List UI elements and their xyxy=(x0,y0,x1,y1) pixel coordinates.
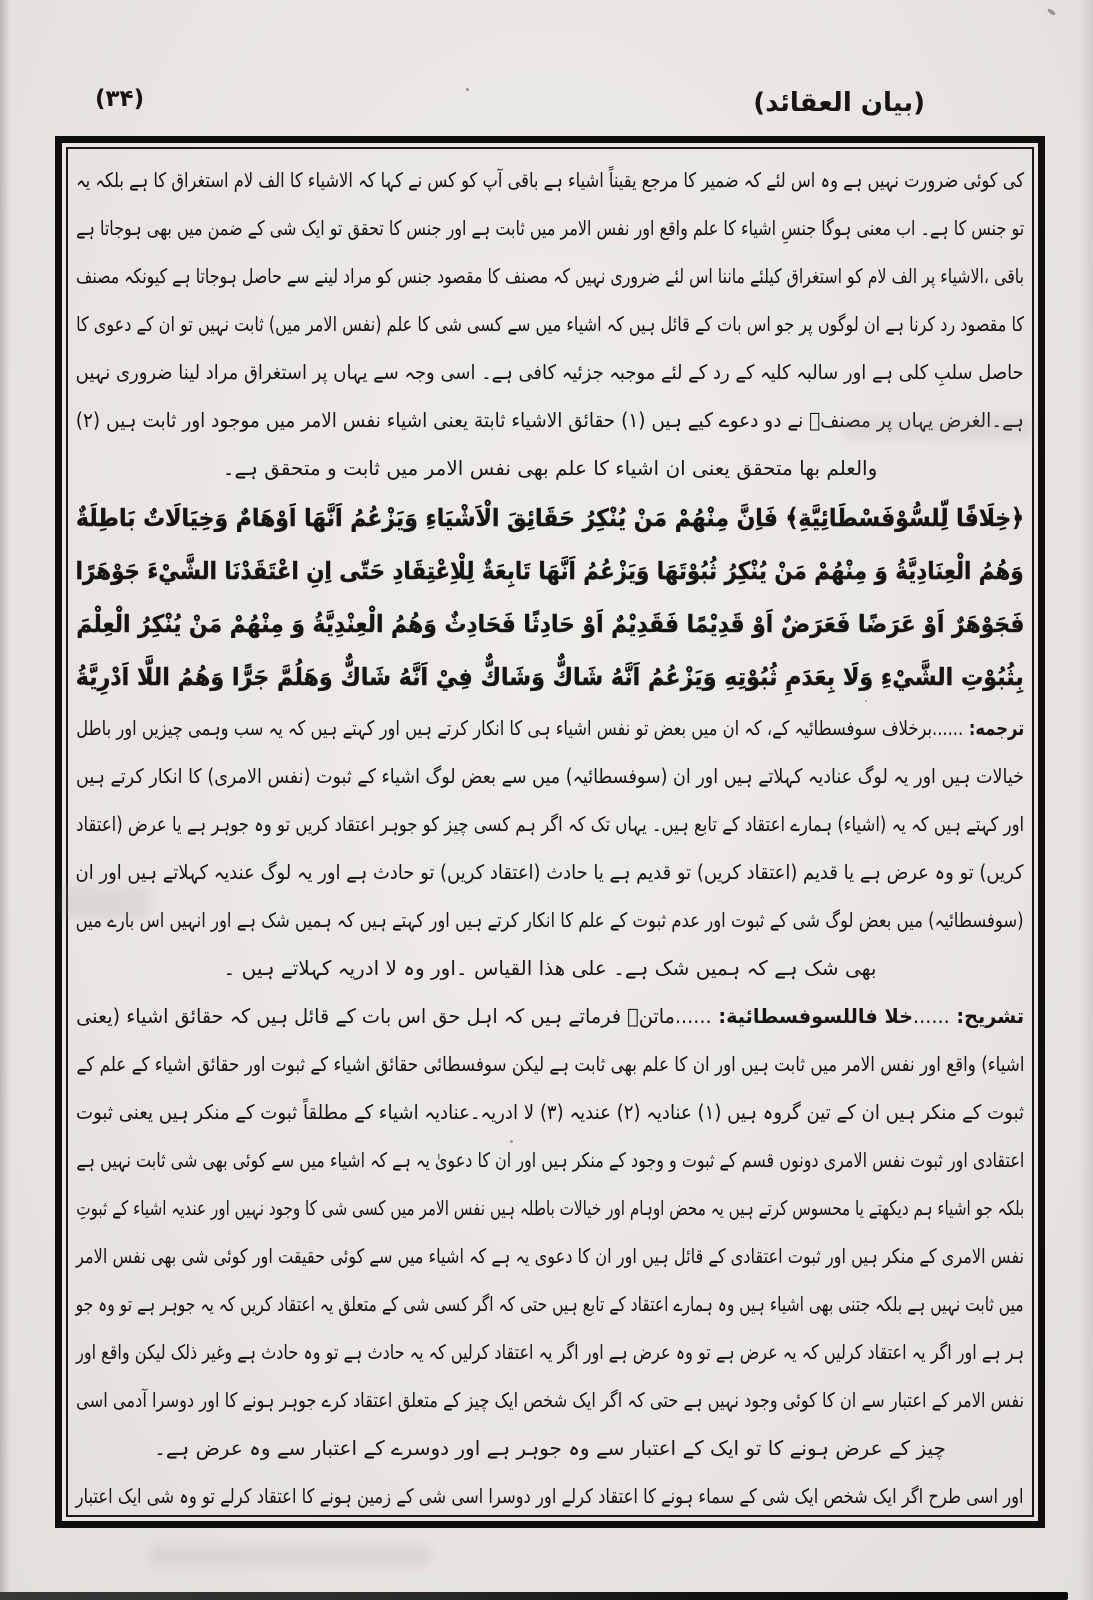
line-text: ہر ہے اور اگر یہ اعتقاد کرلیں کہ یہ عرض ہے تو وہ عرض ہے اور اگر یہ اعتقاد کرلیں کہ یہ حادث ہے تو وہ حادث ہے وغیر ذلک لیکن واقع اور xyxy=(76,1340,1024,1364)
text-line xyxy=(76,300,1024,348)
book-section-title: (بیان العقائد) xyxy=(753,88,925,118)
line-text: ہے۔الغرض یہاں پر مصنفؒ نے دو دعوے کیے ہیں (۱) حقائق الاشیاء ثابتة یعنی اشیاء نفس الامر میں موجود اور ثابت ہیں (۲) xyxy=(76,408,1024,432)
text-line xyxy=(76,444,1024,492)
line-text: اشیاء) واقع اور نفس الامر میں ثابت ہیں اور ان کا علم بھی ثابت ہے لیکن سوفسطائی حقائق اشیاء کے ثبوت اور حقائق اشیاء کے علم کے xyxy=(76,1052,1024,1076)
text-line xyxy=(76,944,1024,992)
line-heading-text: تشریح: xyxy=(949,1004,1024,1028)
scan-speck xyxy=(466,88,469,91)
line-text: بھی شک ہے کہ ہمیں شک ہے۔ علی هذا القیاس ۔اور وہ لا ادریہ کہلاتے ہیں ۔ xyxy=(223,956,877,980)
line-heading-text: خلا فاللسوفسطائية: xyxy=(711,1004,913,1028)
line-text: ......برخلاف سوفسطائیہ کے، کہ ان میں بعض تو نفس اشیاء ہی کا انکار کرتے ہیں اور کہتے ہیں کہ یہ سب وہمی چیزیں اور باطل xyxy=(76,716,963,740)
text-line xyxy=(76,348,1024,396)
line-text: اعتقادی اور ثبوت نفس الامری دونوں قسم کے ثبوت و وجود کے منکر ہیں اور ان کا دعویٰ یہ ہے کہ اشیاء میں سے کوئی بھی شی ثابت نہیں ہے xyxy=(76,1148,1024,1172)
text-line xyxy=(76,992,1024,1040)
line-text: اور کہتے ہیں کہ یہ (اشیاء) ہمارے اعتقاد کے تابع ہیں۔ یہاں تک کہ اگر ہم کسی چیز کو جوہر اعتقاد کریں تو وہ جوہر ہے یا عرض (اعتقاد xyxy=(75,812,1024,836)
line-text: حاصل سلبِ کلی ہے اور سالبہ کلیہ کے رد کے لئے موجبہ جزئیہ کافی ہے۔ اسی وجہ سے یہاں پر استغراق مراد لینا ضروری نہیں xyxy=(76,360,1024,384)
line-text: ...... xyxy=(912,1004,950,1028)
line-heading-text: ترجمه: xyxy=(962,716,1024,740)
line-text: بلکہ جو اشیاء ہم دیکھتے یا محسوس کرتے ہیں یہ محض اوہام اور خیالات باطلہ ہیں نفس الامر میں کسی شی کا وجود نہیں اور عندیہ اشیاء کے ثبوتِ xyxy=(76,1196,1024,1220)
line-text: کریں) تو وہ عرض ہے یا قدیم (اعتقاد کریں) تو قدیم ہے یا حادث (اعتقاد کریں) تو حادث ہے اور یہ لوگ عندیہ کہلاتے ہیں اور ان xyxy=(75,860,1024,884)
line-text: تو جنس کا ہے۔ اب معنی ہوگا جنسِ اشیاء کا علم واقع اور نفس الامر میں ثابت ہے اور جنس کا تحقق تو ایک شی کے ضمن میں بھی ہوجاتا ہے xyxy=(76,216,1024,240)
closing-line-paragraph xyxy=(76,1472,1024,1520)
scan-speck xyxy=(510,1140,513,1143)
line-text: ......ماتنؒ فرماتے ہیں کہ اہل حق اس بات کے قائل ہیں کہ حقائق اشیاء (یعنی xyxy=(76,1004,712,1028)
text-line xyxy=(76,156,1024,204)
text-line xyxy=(76,1376,1024,1424)
page-number: (۳۴) xyxy=(95,86,145,112)
text-line xyxy=(76,800,1024,848)
text-line xyxy=(76,598,1024,651)
line-text: اور اسی طرح اگر ایک شخص ایک شی کے سماء ہونے کا اعتقاد کرلے اور دوسرا اسی شی کے زمین ہونے کا اعتقاد کرلے تو وہ شی ایک اعتبار xyxy=(76,1484,1024,1508)
text-line xyxy=(76,651,1024,704)
intro-paragraph xyxy=(76,156,1024,492)
line-text: کی کوئی ضرورت نہیں ہے وہ اس لئے کہ ضمیر کا مرجع یقیناً اشیاء ہے باقی آپ کو کس نے کہا کہ الاشیاء کا الف لام استغراق کا ہے بلکہ یہ xyxy=(76,168,1024,192)
line-text: ثبوت کے منکر ہیں ان کے تین گروہ ہیں (۱) عنادیہ (۲) عندیہ (۳) لا ادریہ۔عنادیہ اشیاء کے مطلقاً ثبوت کے منکر ہیں یعنی ثبوت xyxy=(76,1100,1024,1124)
scan-edge-artifact xyxy=(0,1592,1068,1600)
text-line xyxy=(76,1136,1024,1184)
line-text: وَهُمُ الْعِنَادِيَّةُ وَ مِنْهُمْ مَنْ يُنْكِرُ ثُبُوْتَهَا وَيَزْعُمُ اَنَّهَا تَابِعَةٌ لِلْاِعْتِقَادِ حَتّى اِنِ اعْتَقَدْنَا الشَّيْءَ جَوْهَرًا xyxy=(76,557,1024,585)
text-line xyxy=(76,492,1024,545)
scan-speck xyxy=(865,700,867,702)
text-line xyxy=(76,545,1024,598)
text-line xyxy=(76,1040,1024,1088)
line-text: چیز کے عرض ہونے کا تو ایک کے اعتبار سے وہ جوہر ہے اور دوسرے کے اعتبار سے وہ عرض ہے۔ xyxy=(154,1436,946,1460)
text-line xyxy=(76,1184,1024,1232)
text-frame xyxy=(55,136,1045,1528)
text-line xyxy=(76,704,1024,752)
line-text: ﴿خِلَافًا لِّلسُّوْفَسْطَائِيَّةِ﴾ فَاِنَّ مِنْهُمْ مَنْ يُنْكِرُ حَقَائِقَ الْاَشْيَاءِ وَيَزْعُمُ اَنَّهَا اَوْهَامٌ وَخِيَالَاتٌ بَاطِلَةٌ xyxy=(76,504,1024,532)
text-line xyxy=(76,1424,1024,1472)
line-text: بِثُبُوْتِ الشَّيْءِ وَلَا بِعَدَمِ ثُبُوْتِهِ وَيَزْعُمُ اَنَّهُ شَاكٌّ وَشَاكٌّ فِيْ اَنَّهُ شَاكٌّ وَهَلُمَّ جَرًّا وَهُمُ اللَّا اَدْرِيَّةُ xyxy=(76,663,1024,691)
line-text: والعلم بها متحقق یعنی ان اشیاء کا علم بھی نفس الامر میں ثابت و متحقق ہے۔ xyxy=(222,456,878,480)
line-text: نفس الامری کے منکر ہیں اور ثبوت اعتقادی کے قائل ہیں اور ان کا دعوی یہ ہے کہ اشیاء میں سے کوئی حقیقت اور کوئی شی بھی نفس الامر xyxy=(76,1244,1024,1268)
text-line xyxy=(76,204,1024,252)
text-line xyxy=(76,896,1024,944)
text-line xyxy=(76,752,1024,800)
text-line xyxy=(76,1232,1024,1280)
line-text: کا مقصود رد کرنا ہے ان لوگوں پر جو اس بات کے قائل ہیں کہ اشیاء میں سے کسی شی کا علم (نفس الامر میں) ثابت نہیں تو ان کے دعوی کا xyxy=(76,312,1024,336)
text-line xyxy=(76,252,1024,300)
line-text: خیالات ہیں اور یہ لوگ عنادیہ کہلاتے ہیں اور ان (سوفسطائیہ) میں سے بعض لوگ اشیاء کے ثبوت (نفس الامری) کا انکار کرتے ہیں xyxy=(76,764,1024,788)
bleedthrough-ghost xyxy=(843,418,1033,438)
line-text: نفس الامر کے اعتبار سے ان کا کوئی وجود نہیں ہے حتی کہ اگر ایک شخص ایک چیز کے متعلق اعتقاد کرے جوہر ہونے کا اور دوسرا آدمی اسی xyxy=(76,1388,1024,1412)
line-text: میں ثابت نہیں ہے بلکہ جتنی بھی اشیاء ہیں وہ ہمارے اعتقاد کے تابع ہیں حتی کہ اگر کسی شی کے متعلق یہ اعتقاد کریں کہ یہ جوہر ہے تو وہ جو xyxy=(76,1292,1024,1316)
line-text: باقی ،الاشیاء پر الف لام کو استغراق کیلئے ماننا اس لئے ضروری نہیں کہ مصنف کا مقصود جنس کو مراد لینے سے حاصل ہوجاتا ہے کیونکہ مصنف xyxy=(76,264,1024,288)
arabic-matn-paragraph xyxy=(76,492,1024,704)
text-line xyxy=(76,1280,1024,1328)
bleedthrough-ghost xyxy=(60,885,150,919)
text-line xyxy=(76,1472,1024,1520)
text-line xyxy=(76,848,1024,896)
bleedthrough-ghost xyxy=(150,1545,430,1567)
explanation-paragraph xyxy=(76,992,1024,1472)
line-text: (سوفسطائیہ) میں بعض لوگ شی کے ثبوت اور عدم ثبوت کے علم کا انکار کرتے ہیں اور کہتے ہیں کہ ہمیں شک ہے اور انہیں اس بارے میں xyxy=(76,908,1024,932)
text-line xyxy=(76,1088,1024,1136)
translation-paragraph xyxy=(76,704,1024,992)
scan-speck xyxy=(1047,8,1057,16)
line-text: فَجَوْهَرٌ اَوْ عَرَضًا فَعَرَضٌ اَوْ قَدِيْمًا فَقَدِيْمٌ اَوْ حَادِثًا فَحَادِثٌ وَهُمُ الْعِنْدِيَّةُ وَ مِنْهُمْ مَنْ يُنْكِرُ الْعِلْمَ xyxy=(76,610,1024,638)
text-line xyxy=(76,1328,1024,1376)
